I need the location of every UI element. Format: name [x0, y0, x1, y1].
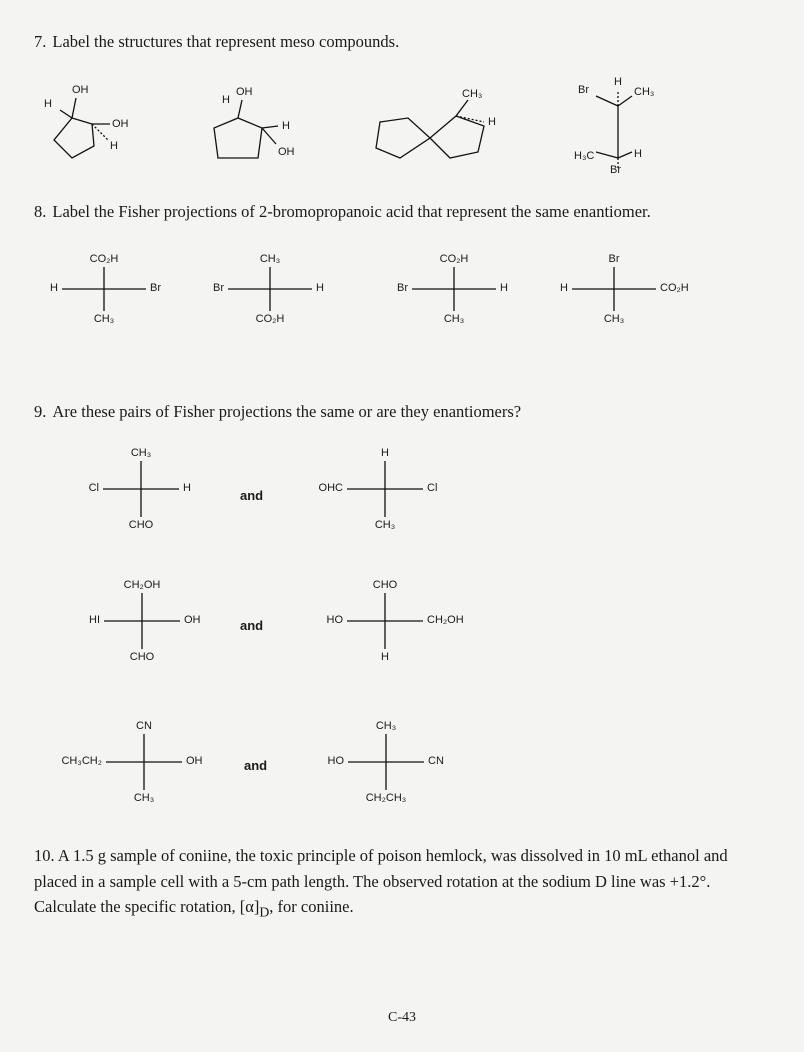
substituent-bottom: CO₂H: [255, 313, 285, 325]
h-label: H: [222, 94, 230, 106]
question-10-subscript: D: [259, 904, 270, 920]
and-label: and: [244, 758, 268, 773]
substituent-bottom: H: [381, 651, 389, 663]
question-10: [34, 843, 774, 923]
h-label: H: [110, 140, 118, 152]
substituent-bottom: CH₃: [443, 313, 465, 325]
substituent-left: CH₃CH₂: [61, 755, 102, 767]
h3c-label: H₃C: [574, 150, 595, 162]
substituent-top: CH₃: [259, 253, 281, 265]
substituent-top: CO₂H: [439, 253, 469, 265]
substituent-right: CH₂OH: [427, 614, 464, 626]
question-text: Label the Fisher projections of 2-bromopropanoic acid that represent the same enantiomer.: [52, 202, 651, 221]
substituent-right: H: [183, 482, 191, 494]
oh-label: OH: [278, 146, 295, 158]
br-label: Br: [610, 164, 621, 176]
substituent-bottom: CH₃: [603, 313, 625, 325]
fischer-bonds: [0, 0, 1, 1]
substituent-left: H: [560, 282, 568, 294]
substituent-top: CO₂H: [89, 253, 119, 265]
substituent-left: Br: [213, 282, 224, 294]
oh-label: OH: [236, 86, 253, 98]
substituent-bottom: CH₃: [133, 792, 155, 804]
substituent-bottom: CH₃: [93, 313, 115, 325]
substituent-top: CH₂OH: [123, 579, 161, 591]
question-text: Are these pairs of Fisher projections the same or are they enantiomers?: [52, 402, 522, 421]
substituent-right: CO₂H: [660, 282, 689, 294]
substituent-left: Br: [397, 282, 408, 294]
substituent-left: HI: [89, 614, 100, 626]
h-label: H: [282, 120, 290, 132]
substituent-top: CH₃: [375, 720, 397, 732]
and-label: and: [240, 488, 264, 503]
h-label: H: [488, 116, 496, 128]
question-10-text: 10. A 1.5 g sample of coniine, the toxic principle of poison hemlock, was dissolved in 10 mL ethanol and placed in a sample cell with a 5-cm path length. The observed rotation at the sodium D line was +1.2°. Calculate the specific rotation, [α]: [34, 846, 728, 917]
substituent-right: Cl: [427, 482, 438, 494]
substituent-top: H: [381, 447, 389, 459]
question-10-text-end: , for coniine.: [269, 897, 354, 917]
oh-label: OH: [112, 118, 129, 130]
substituent-bottom: CH₂CH₃: [365, 792, 407, 804]
h-label: H: [614, 76, 622, 88]
substituent-right: H: [316, 282, 324, 294]
br-label: Br: [578, 84, 589, 96]
h-label: H: [44, 98, 52, 110]
h-label: H: [634, 148, 642, 160]
substituent-bottom: CHO: [128, 519, 154, 531]
substituent-right: OH: [184, 614, 201, 626]
substituent-left: H: [50, 282, 58, 294]
substituent-left: HO: [326, 614, 343, 626]
substituent-left: OHC: [318, 482, 343, 494]
question-number: 7.: [34, 32, 47, 51]
oh-label: OH: [72, 84, 89, 96]
substituent-right: H: [500, 282, 508, 294]
question-9: [34, 400, 521, 424]
question-text: Label the structures that represent meso compounds.: [52, 32, 400, 51]
substituent-top: CHO: [372, 579, 398, 591]
ch3-label: CH₃: [634, 86, 655, 98]
question-8: [34, 200, 651, 224]
substituent-top: CN: [136, 720, 152, 732]
substituent-left: HO: [327, 755, 344, 767]
substituent-left: Cl: [88, 482, 99, 494]
question-7: [34, 30, 399, 54]
substituent-bottom: CHO: [129, 651, 155, 663]
page-number: C-43: [388, 1010, 416, 1025]
and-label: and: [240, 618, 264, 633]
substituent-right: OH: [186, 755, 203, 767]
substituent-top: CH₃: [130, 447, 152, 459]
substituent-top: Br: [608, 253, 620, 265]
substituent-right: Br: [150, 282, 161, 294]
ch3-label: CH₃: [462, 88, 483, 100]
question-number: 8.: [34, 202, 47, 221]
substituent-bottom: CH₃: [374, 519, 396, 531]
question-number: 9.: [34, 402, 47, 421]
substituent-right: CN: [428, 755, 444, 767]
